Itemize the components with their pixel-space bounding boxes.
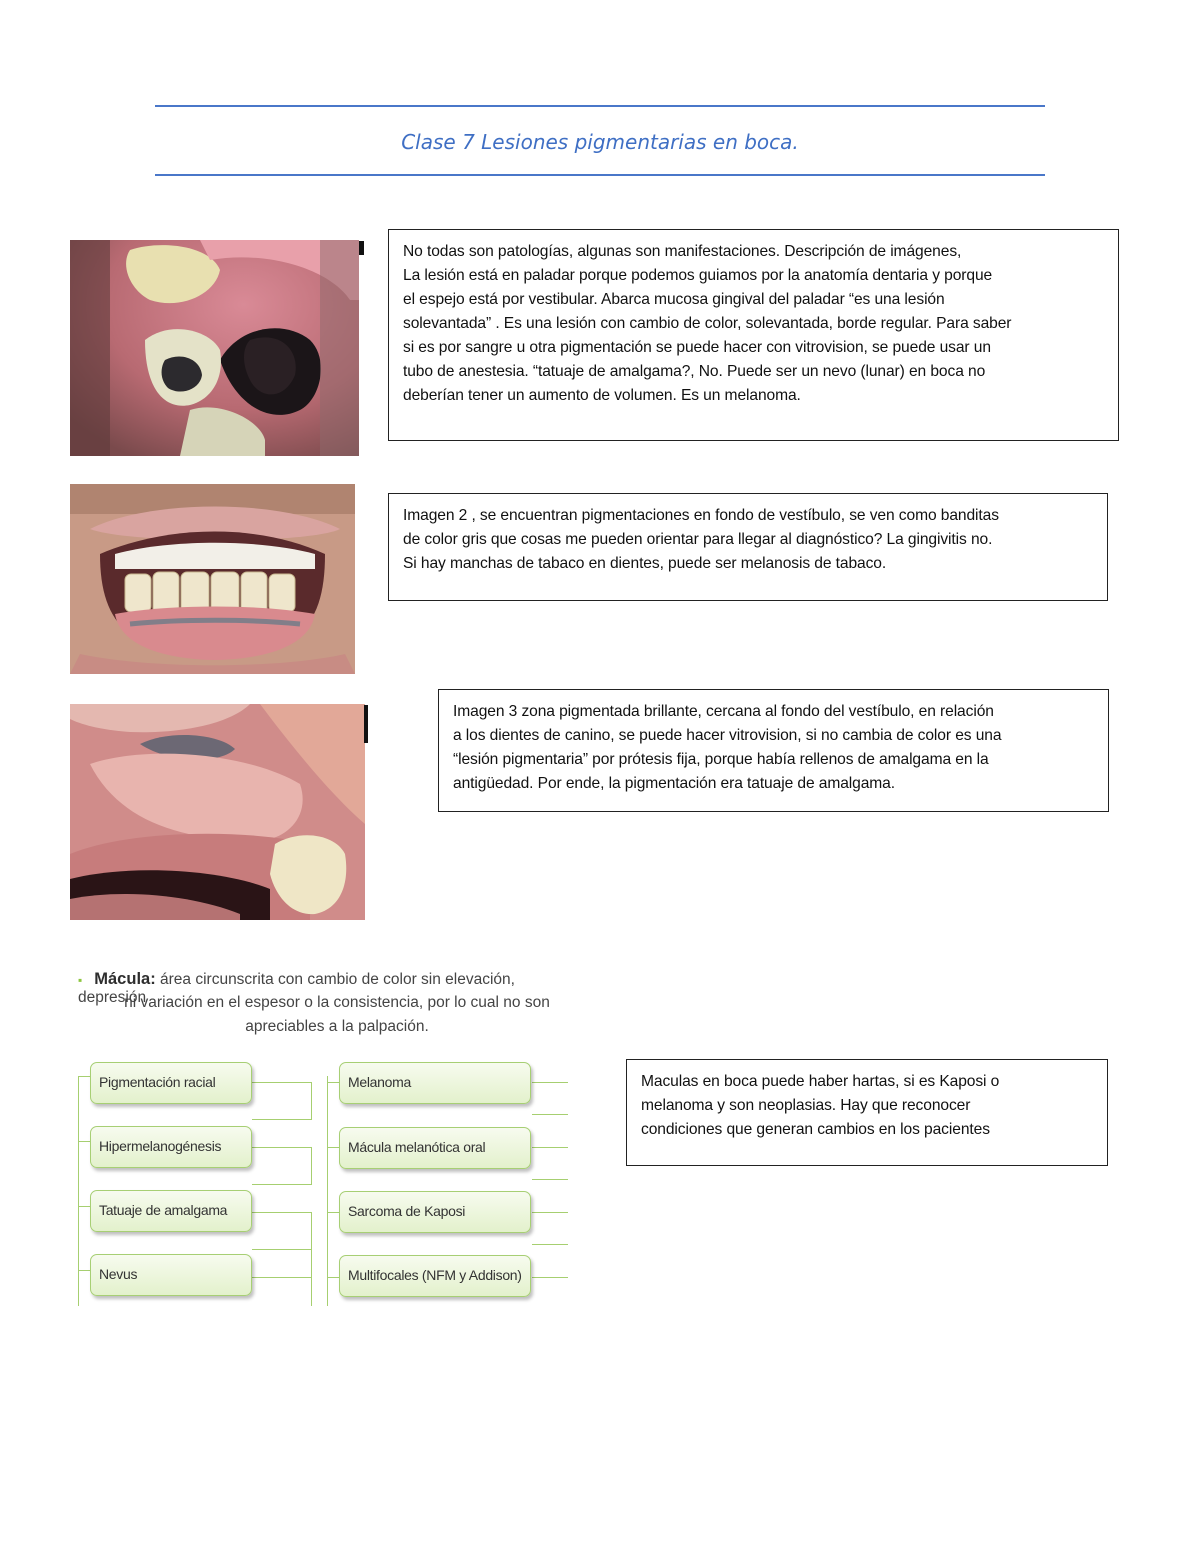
connector (78, 1206, 90, 1207)
connector (532, 1244, 568, 1245)
note2-line-1: Imagen 2 , se encuentran pigmentaciones en fondo de vestíbulo, se ven como banditas (403, 507, 999, 524)
macula-definition-line-3: apreciables a la palpación. (245, 1018, 429, 1035)
connector (532, 1179, 568, 1180)
note3-line-3: “lesión pigmentaria” por prótesis fija, porque había rellenos de amalgama en la (453, 751, 989, 768)
pill-sarcoma-de-kaposi: Sarcoma de Kaposi (339, 1191, 531, 1233)
connector (532, 1147, 568, 1148)
pill-multifocales: Multifocales (NFM y Addison) (339, 1255, 531, 1297)
note1-line-1: No todas son patologías, algunas son manifestaciones. Descripción de imágenes, (403, 243, 962, 260)
macula-definition-part-1: área circunscrita con cambio de color sin elevación, depresión (78, 971, 515, 1006)
connector (327, 1076, 328, 1306)
connector (532, 1114, 568, 1115)
photo-canine-vestibule (70, 704, 365, 920)
connector (252, 1212, 312, 1250)
connector (78, 1076, 90, 1077)
note3-line-1: Imagen 3 zona pigmentada brillante, cercana al fondo del vestíbulo, en relación (453, 703, 994, 720)
pill-melanoma: Melanoma (339, 1062, 531, 1104)
note-box-1 (388, 229, 1119, 441)
pill-macula-melanotica-oral: Mácula melanótica oral (339, 1127, 531, 1169)
pill-hipermelanogenesis: Hipermelanogénesis (90, 1126, 252, 1168)
connector (78, 1076, 79, 1306)
connector (252, 1277, 312, 1278)
macula-definition-line-2: ni variación en el espesor o la consistencia, por lo cual no son (124, 994, 550, 1011)
note1-line-2: La lesión está en paladar porque podemos guiamos por la anatomía dentaria y porque (403, 267, 993, 284)
connector (252, 1147, 312, 1185)
note-box-4 (626, 1059, 1108, 1166)
note-box-2 (388, 493, 1108, 601)
note2-line-3: Si hay manchas de tabaco en dientes, puede ser melanosis de tabaco. (403, 555, 887, 572)
connector (327, 1082, 339, 1083)
note3-line-2: a los dientes de canino, se puede hacer vitrovision, si no cambia de color es una (453, 727, 1002, 744)
pill-pigmentacion-racial: Pigmentación racial (90, 1062, 252, 1104)
note4-line-3: condiciones que generan cambios en los pacientes (641, 1121, 990, 1138)
connector (327, 1277, 339, 1278)
note1-line-5: si es por sangre u otra pigmentación se puede hacer con vitrovision, se puede usar un (403, 339, 991, 356)
note4-line-1: Maculas en boca puede haber hartas, si es Kaposi o (641, 1073, 1000, 1090)
connector (327, 1147, 339, 1148)
connector (532, 1212, 568, 1213)
photo-palatal-lesion (70, 240, 359, 456)
macula-diagram (72, 962, 572, 1312)
connector (532, 1082, 568, 1083)
connector (327, 1212, 339, 1213)
note-box-3 (438, 689, 1109, 812)
connector (311, 1250, 312, 1306)
note1-line-4: solevantada” . Es una lesión con cambio de color, solevantada, borde regular. Para saber (403, 315, 1012, 332)
pill-tatuaje-de-amalgama: Tatuaje de amalgama (90, 1190, 252, 1232)
note3-line-4: antigüedad. Por ende, la pigmentación era tatuaje de amalgama. (453, 775, 895, 792)
photo-vestibule-teeth (70, 484, 355, 674)
note4-line-2: melanoma y son neoplasias. Hay que reconocer (641, 1097, 971, 1114)
bullet-icon: ▪ (78, 973, 83, 987)
note1-line-3: el espejo está por vestibular. Abarca mucosa gingival del paladar “es una lesión (403, 291, 945, 308)
header-rule-bottom (155, 174, 1045, 176)
macula-term: Mácula: (94, 970, 156, 988)
note1-line-6: tubo de anestesia. “tatuaje de amalgama?, No. Puede ser un nevo (lunar) en boca no (403, 363, 986, 380)
photo-edge-mark (364, 705, 368, 743)
photo-edge-mark (359, 241, 364, 255)
header-rule-top (155, 105, 1045, 107)
pill-nevus: Nevus (90, 1254, 252, 1296)
connector (252, 1082, 312, 1120)
note2-line-2: de color gris que cosas me pueden orientar para llegar al diagnóstico? La gingivitis no. (403, 531, 993, 548)
page-title: Clase 7 Lesiones pigmentarias en boca. (401, 130, 799, 154)
connector (78, 1141, 90, 1142)
connector (532, 1277, 568, 1278)
connector (78, 1270, 90, 1271)
note1-line-7: deberían tener un aumento de volumen. Es un melanoma. (403, 387, 801, 404)
